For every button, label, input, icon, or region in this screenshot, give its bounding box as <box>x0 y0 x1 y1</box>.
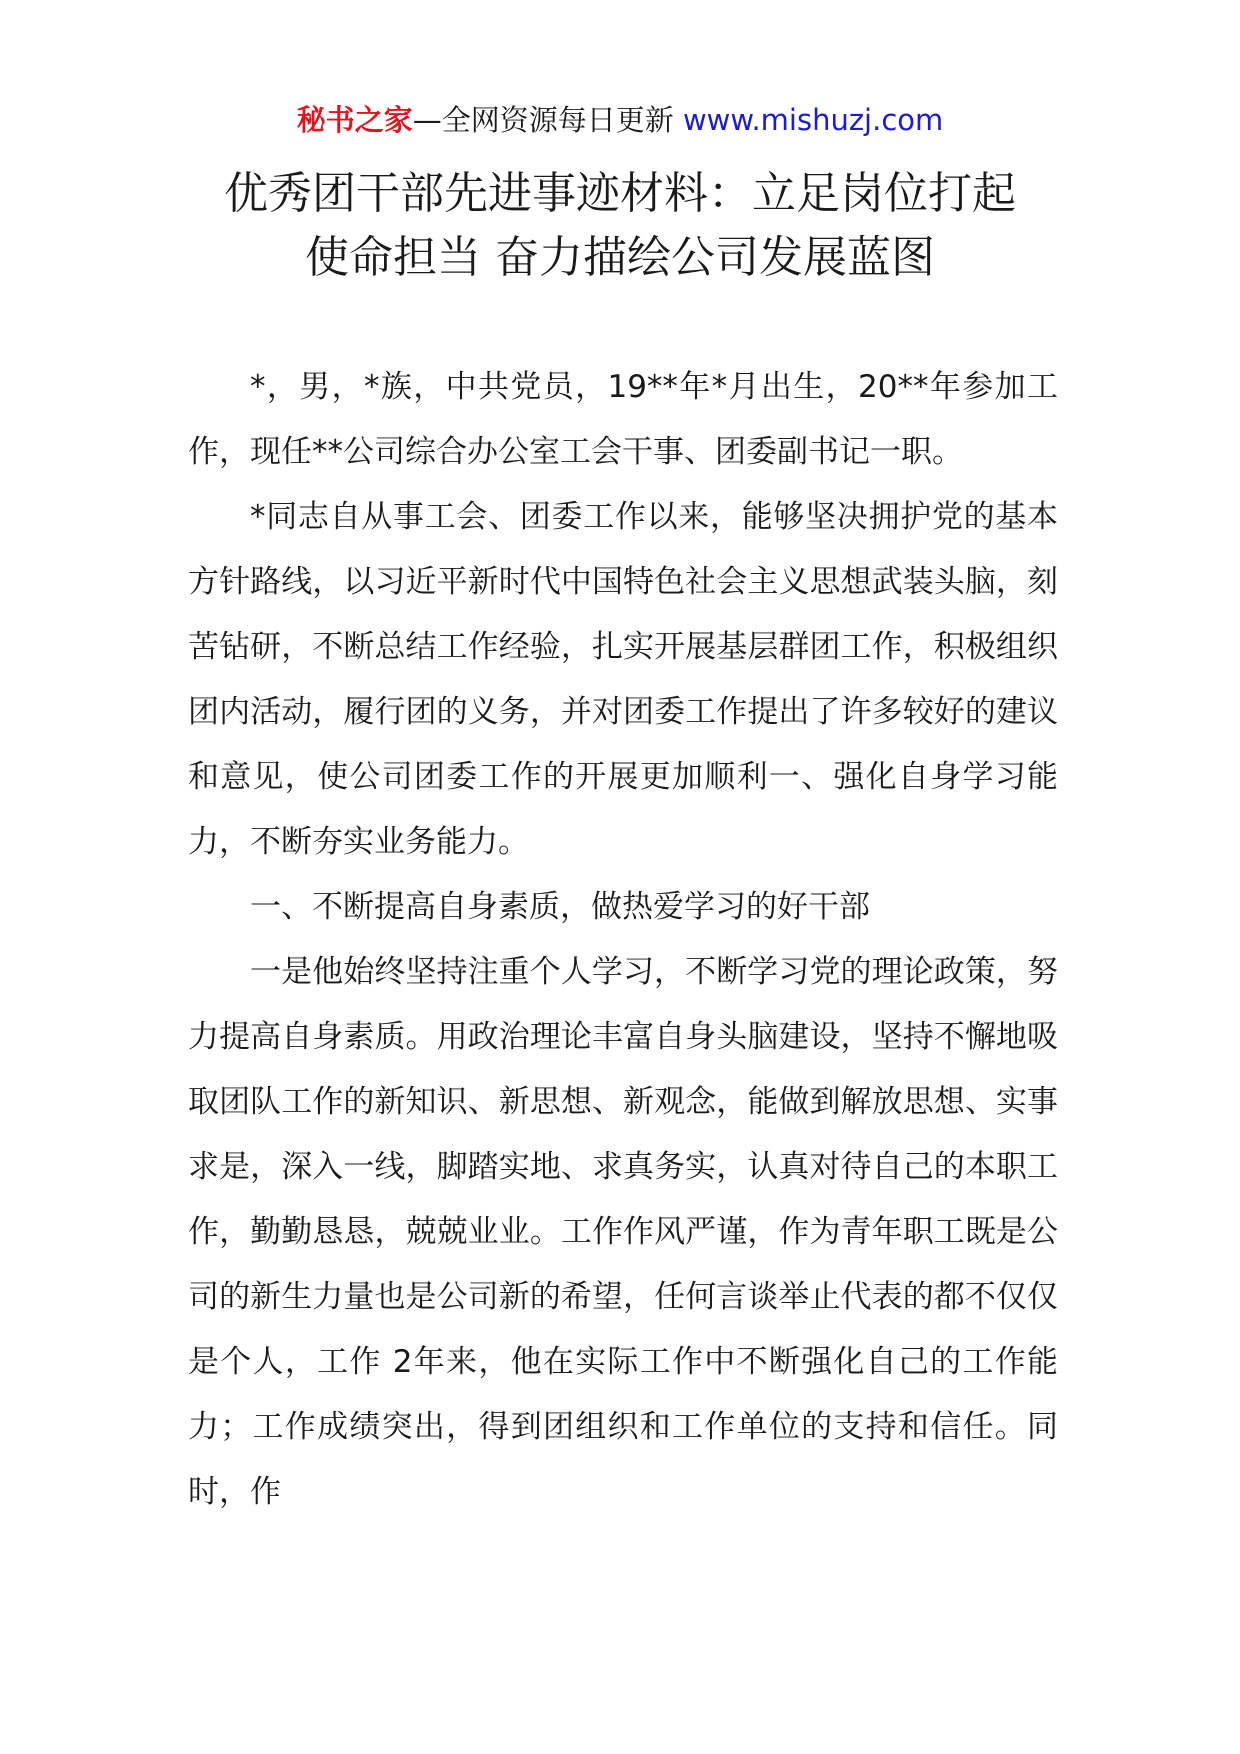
header-tagline: —全网资源每日更新 <box>412 103 683 137</box>
paragraph-intro: *，男，*族，中共党员，19**年*月出生，20**年参加工作，现任**公司综合办公室工会干事、团委副书记一职。 <box>188 369 1058 470</box>
document-body <box>188 355 1058 1525</box>
site-url: www.mishuzj.com <box>682 103 944 137</box>
brand-name: 秘书之家 <box>296 103 413 137</box>
document-title <box>0 162 1240 290</box>
site-header <box>0 100 1240 140</box>
title-line-1: 优秀团干部先进事迹材料：立足岗位打起 <box>224 168 1016 219</box>
section-heading: 一、不断提高自身素质，做热爱学习的好干部 <box>250 889 870 925</box>
paragraph-summary: *同志自从事工会、团委工作以来，能够坚决拥护党的基本方针路线，以习近平新时代中国特色社会主义思想武装头脑，刻苦钻研，不断总结工作经验，扎实开展基层群团工作，积极组织团内活动，履行团的义务，并对团委工作提出了许多较好的建议和意见，使公司团委工作的开展更加顺利一、强化自身学习能力，不断夯实业务能力。 <box>188 499 1058 860</box>
title-line-2: 使命担当 奋力描绘公司发展蓝图 <box>305 232 935 283</box>
paragraph-learning: 一是他始终坚持注重个人学习，不断学习党的理论政策，努力提高自身素质。用政治理论丰富自身头脑建设，坚持不懈地吸取团队工作的新知识、新思想、新观念，能做到解放思想、实事求是，深入一线，脚踏实地、求真务实，认真对待自己的本职工作，勤勤恳恳，兢兢业业。工作作风严谨，作为青年职工既是公司的新生力量也是公司新的希望，任何言谈举止代表的都不仅仅是个人，工作 2年来，他在实际工作中不断强化自己的工作能力；工作成绩突出，得到团组织和工作单位的支持和信任。同时，作 <box>188 954 1058 1510</box>
